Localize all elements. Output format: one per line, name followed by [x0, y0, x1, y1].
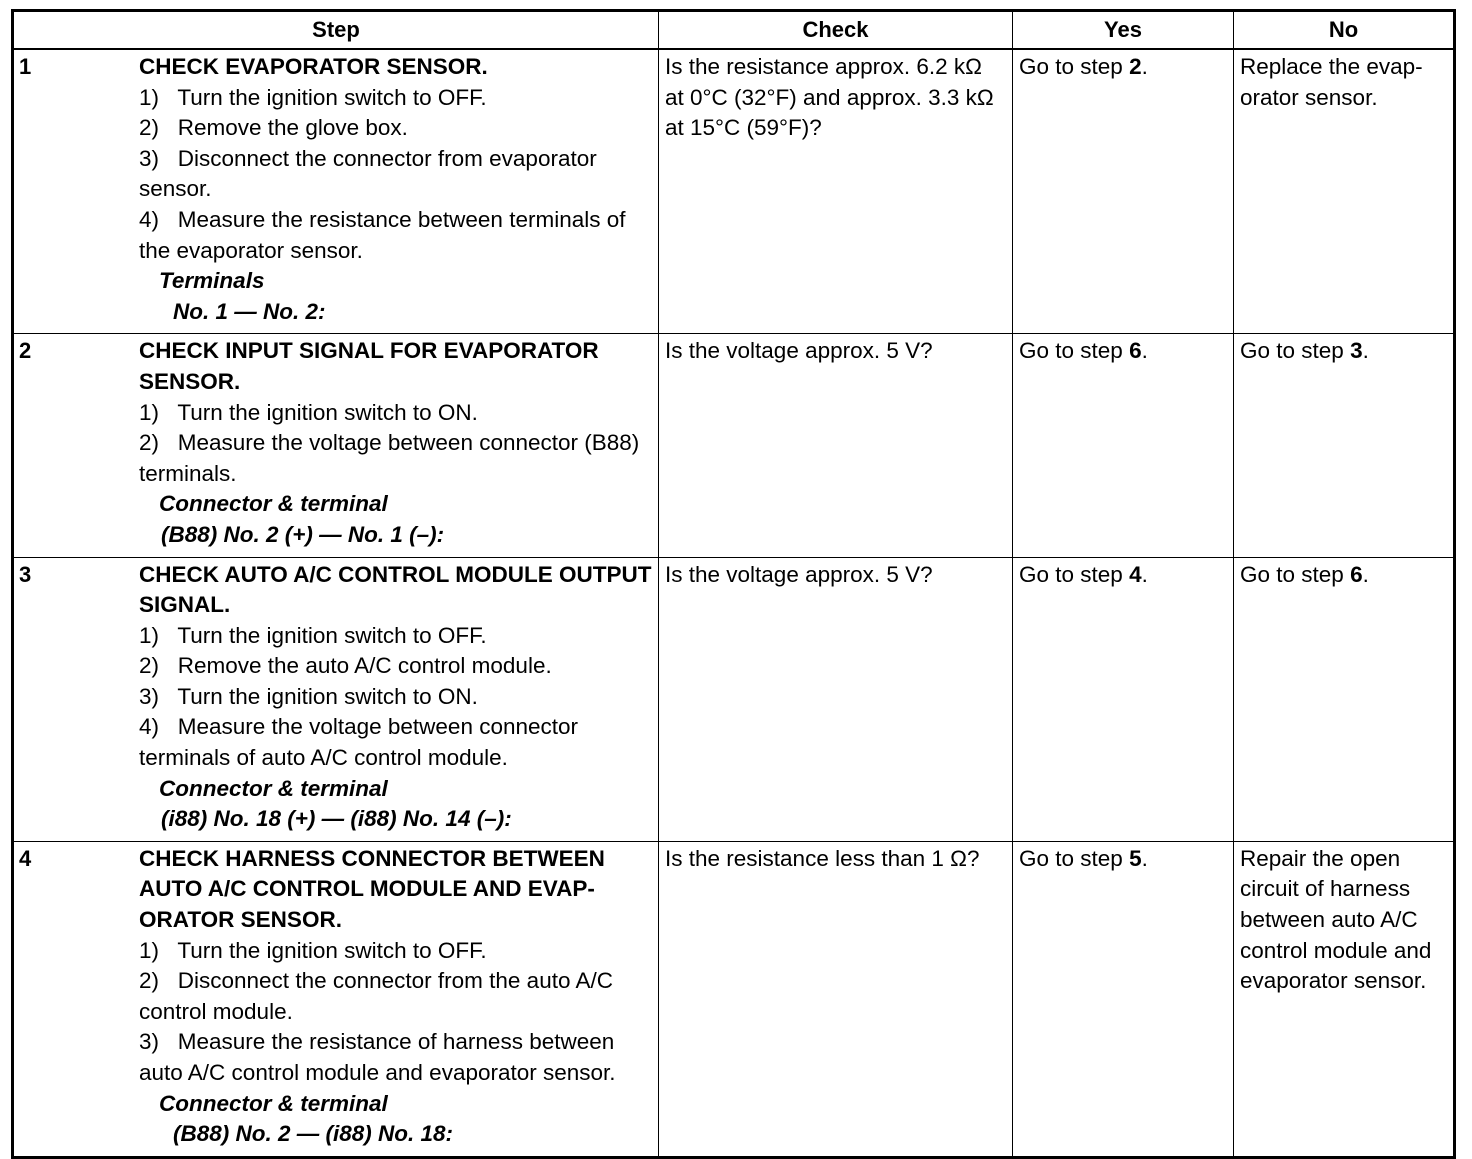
no-suffix: .	[1362, 561, 1369, 587]
yes-prefix: Go to step	[1019, 561, 1130, 587]
substep: 4) Measure the resistance between terminals of the evaporator sensor.	[139, 206, 626, 263]
header-no: No	[1234, 11, 1455, 50]
header-check: Check	[659, 11, 1013, 50]
diagnostic-table	[11, 9, 1456, 1159]
no-text: Replace the evap- orator sensor.	[1240, 54, 1423, 110]
substep: 1) Turn the ignition switch to OFF.	[139, 622, 487, 648]
yes-prefix: Go to step	[1019, 54, 1130, 79]
yes-cell	[1013, 841, 1234, 1157]
step-number: 2	[19, 338, 32, 364]
yes-prefix: Go to step	[1019, 845, 1130, 871]
yes-suffix: .	[1141, 54, 1148, 79]
spec-heading: Connector & terminal	[159, 491, 388, 517]
table-row	[13, 334, 1455, 557]
yes-cell	[1013, 49, 1234, 334]
yes-step-ref: 6	[1129, 338, 1142, 364]
yes-cell	[1013, 557, 1234, 841]
no-cell	[1234, 557, 1455, 841]
step-number: 3	[19, 561, 32, 587]
yes-step-ref: 2	[1129, 54, 1142, 79]
header-step: Step	[13, 11, 659, 50]
step-body	[139, 842, 658, 1156]
table-row	[13, 841, 1455, 1157]
check-cell: Is the voltage approx. 5 V?	[659, 334, 1013, 557]
spec-value: No. 1 — No. 2:	[173, 298, 326, 324]
step-cell	[13, 49, 659, 334]
no-cell	[1234, 334, 1455, 557]
yes-suffix: .	[1141, 338, 1148, 364]
yes-step-ref: 4	[1129, 561, 1142, 587]
spec-value: (B88) No. 2 — (i88) No. 18:	[173, 1121, 454, 1147]
step-title: CHECK HARNESS CONNECTOR BETWEEN AUTO A/C CONTROL MODULE AND EVAP- ORATOR SENSOR.	[139, 845, 605, 933]
header-yes: Yes	[1013, 11, 1234, 50]
substep: 2) Disconnect the connector from the auto A/C control module.	[139, 968, 613, 1024]
step-cell	[13, 557, 659, 841]
yes-suffix: .	[1141, 845, 1148, 871]
step-number: 1	[19, 54, 32, 79]
substep: 1) Turn the ignition switch to OFF.	[139, 84, 487, 110]
no-text: Repair the open circuit of harness between auto A/C control module and evaporator sensor.	[1240, 845, 1432, 994]
spec-heading: Connector & terminal	[159, 775, 388, 801]
substep: 3) Turn the ignition switch to ON.	[139, 683, 478, 709]
substep: 2) Measure the voltage between connector (B88) terminals.	[139, 430, 640, 486]
substep: 1) Turn the ignition switch to OFF.	[139, 937, 487, 963]
spec-heading: Connector & terminal	[159, 1090, 388, 1116]
no-suffix: .	[1362, 338, 1369, 364]
no-cell	[1234, 841, 1455, 1157]
substep: 1) Turn the ignition switch to ON.	[139, 399, 478, 425]
step-title: CHECK AUTO A/C CONTROL MODULE OUTPUT SIGNAL.	[139, 561, 652, 618]
step-number: 4	[19, 845, 32, 871]
table-header-row	[13, 11, 1455, 50]
check-cell: Is the voltage approx. 5 V?	[659, 557, 1013, 841]
yes-cell	[1013, 334, 1234, 557]
no-cell	[1234, 49, 1455, 334]
no-step-ref: 6	[1350, 561, 1363, 587]
yes-step-ref: 5	[1129, 845, 1142, 871]
step-body	[139, 558, 658, 841]
table-row	[13, 49, 1455, 334]
diagnostic-procedure-document	[11, 9, 1455, 1159]
check-cell: Is the resistance less than 1 Ω?	[659, 841, 1013, 1157]
step-cell	[13, 334, 659, 557]
no-text: Go to step	[1240, 338, 1351, 364]
yes-suffix: .	[1141, 561, 1148, 587]
substep: 3) Measure the resistance of harness between auto A/C control module and evaporator sensor.	[139, 1029, 616, 1085]
table-row	[13, 557, 1455, 841]
step-cell	[13, 841, 659, 1157]
substep: 3) Disconnect the connector from evaporator sensor.	[139, 145, 597, 202]
substep: 2) Remove the glove box.	[139, 115, 408, 141]
step-body	[139, 50, 658, 333]
yes-prefix: Go to step	[1019, 338, 1130, 364]
spec-heading: Terminals	[159, 268, 265, 294]
step-body	[139, 334, 658, 556]
spec-value: (B88) No. 2 (+) — No. 1 (–):	[161, 521, 445, 547]
no-step-ref: 3	[1350, 338, 1363, 364]
no-text: Go to step	[1240, 561, 1351, 587]
step-title: CHECK INPUT SIGNAL FOR EVAPORATOR SENSOR.	[139, 338, 599, 394]
check-cell: Is the resistance approx. 6.2 kΩ at 0°C (32°F) and approx. 3.3 kΩ at 15°C (59°F)?	[659, 49, 1013, 334]
step-title: CHECK EVAPORATOR SENSOR.	[139, 54, 488, 79]
substep: 4) Measure the voltage between connector terminals of auto A/C control module.	[139, 714, 579, 771]
substep: 2) Remove the auto A/C control module.	[139, 653, 552, 679]
spec-value: (i88) No. 18 (+) — (i88) No. 14 (–):	[161, 806, 512, 832]
